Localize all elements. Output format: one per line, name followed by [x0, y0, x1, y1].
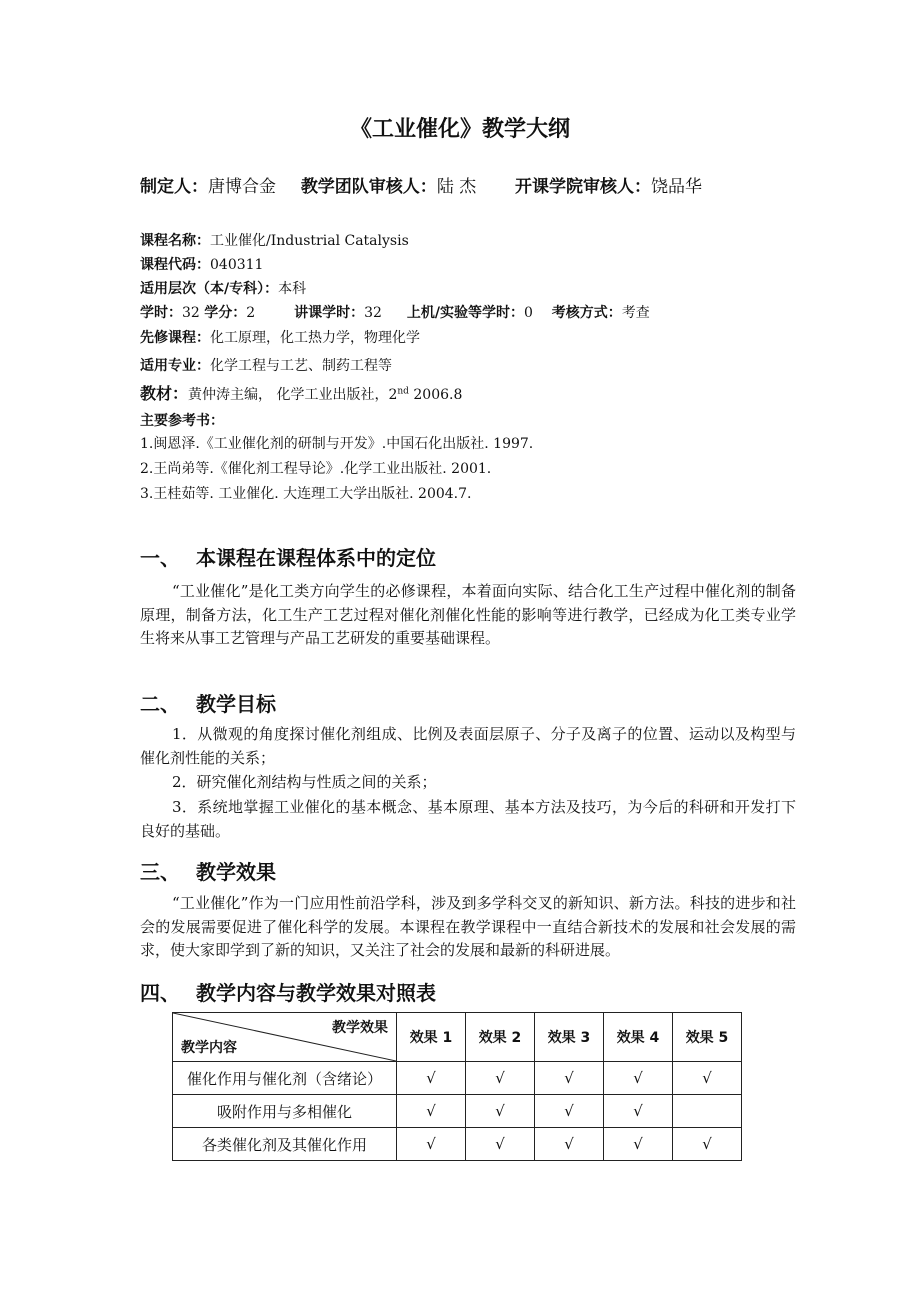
- prereq-line: [140, 327, 420, 347]
- course-code-line: [140, 254, 263, 274]
- effect-header: 效果 3: [535, 1013, 604, 1062]
- lab-hours-label: 上机/实验等学时：: [406, 305, 524, 321]
- section-title: 教学效果: [196, 860, 276, 884]
- content-cell: 催化作用与催化剂（含绪论）: [173, 1062, 397, 1095]
- section-title: 教学内容与教学效果对照表: [196, 981, 436, 1005]
- course-code: 040311: [210, 257, 264, 273]
- section-title: 教学目标: [196, 692, 276, 716]
- content-cell: 吸附作用与多相催化: [173, 1095, 397, 1128]
- major-label: 适用专业：: [140, 358, 210, 374]
- table-header-row: [173, 1013, 742, 1062]
- check-cell: √: [397, 1128, 466, 1161]
- objective-item: 1．从微观的角度探讨催化剂组成、比例及表面层原子、分子及离子的位置、运动以及构型与催化剂性能的关系；: [140, 725, 796, 767]
- ref-item: 1.闽恩泽.《工业催化剂的研制与开发》.中国石化出版社. 1997.: [140, 436, 534, 452]
- credit-value: 2: [246, 305, 256, 321]
- hours-value: 32: [182, 305, 200, 321]
- check-cell: √: [466, 1095, 535, 1128]
- check-cell: [673, 1095, 742, 1128]
- table-row: [173, 1128, 742, 1161]
- content-cell: 各类催化剂及其催化作用: [173, 1128, 397, 1161]
- section-heading-4: [140, 977, 436, 1006]
- objective-item: 2．研究催化剂结构与性质之间的关系；: [172, 773, 437, 791]
- major-line: [140, 355, 392, 375]
- prereq-label: 先修课程：: [140, 330, 210, 346]
- section-heading-2: [140, 688, 276, 717]
- check-cell: √: [673, 1062, 742, 1095]
- section-3-paragraph: “工业催化”作为一门应用性前沿学科，涉及到多学科交叉的新知识、新方法。科技的进步和社会的发展需要促进了催化科学的发展。本课程在教学课程中一直结合新技术的发展和社会发展的需求，使大家即学到了新的知识，又关注了社会的发展和最新的科研进展。: [140, 894, 796, 959]
- effect-header: 效果 2: [466, 1013, 535, 1062]
- check-cell: √: [397, 1095, 466, 1128]
- table-row: [173, 1095, 742, 1128]
- ref-item: 2.王尚弟等.《催化剂工程导论》.化学工业出版社. 2001.: [140, 461, 492, 477]
- check-cell: √: [673, 1128, 742, 1161]
- section-title: 本课程在课程体系中的定位: [196, 546, 436, 570]
- section-number: 一、: [140, 546, 180, 570]
- section-number: 四、: [140, 981, 180, 1005]
- objective-item: 3．系统地掌握工业催化的基本概念、基本原理、基本方法及技巧，为今后的科研和开发打下良好的基础。: [140, 798, 796, 840]
- check-cell: √: [466, 1128, 535, 1161]
- refs-label-line: [140, 410, 224, 430]
- section-heading-3: [140, 856, 276, 885]
- check-cell: √: [604, 1062, 673, 1095]
- course-code-label: 课程代码：: [140, 257, 210, 273]
- section-heading-1: [140, 542, 436, 571]
- content-effect-table: [172, 1012, 742, 1161]
- college-reviewer-label: 开课学院审核人：: [515, 177, 652, 197]
- textbook-line: [140, 381, 462, 404]
- team-reviewer-label: 教学团队审核人：: [300, 177, 437, 197]
- table-corner-cell: [173, 1013, 397, 1062]
- prereq-value: 化工原理，化工热力学，物理化学: [210, 330, 420, 346]
- hours-label: 学时：: [140, 305, 182, 321]
- check-cell: √: [604, 1128, 673, 1161]
- textbook-edition-sup: nd: [397, 386, 409, 397]
- exam-label: 考核方式：: [551, 305, 622, 321]
- major-value: 化学工程与工艺、制药工程等: [210, 358, 392, 374]
- section-number: 三、: [140, 860, 180, 884]
- check-cell: √: [604, 1095, 673, 1128]
- course-level: 本科: [278, 281, 307, 297]
- corner-top-label: 教学效果: [332, 1020, 388, 1036]
- author-label: 制定人：: [140, 177, 208, 197]
- ref-item: 3.王桂茹等. 工业催化. 大连理工大学出版社. 2004.7.: [140, 486, 472, 502]
- section-number: 二、: [140, 692, 180, 716]
- check-cell: √: [535, 1062, 604, 1095]
- lecture-hours-value: 32: [364, 305, 382, 321]
- author-name: 唐博合金: [208, 177, 276, 197]
- refs-label: 主要参考书：: [140, 413, 224, 429]
- lab-hours-value: 0: [523, 305, 533, 321]
- check-cell: √: [397, 1062, 466, 1095]
- course-level-label: 适用层次（本/专科）：: [140, 281, 279, 297]
- exam-value: 考查: [621, 305, 650, 321]
- check-cell: √: [466, 1062, 535, 1095]
- textbook-label: 教材：: [140, 384, 189, 403]
- effect-header: 效果 5: [673, 1013, 742, 1062]
- table-row: [173, 1062, 742, 1095]
- course-hours-line: [140, 302, 650, 322]
- team-reviewer-name: 陆 杰: [436, 177, 477, 197]
- course-name-label: 课程名称：: [140, 233, 210, 249]
- effect-header: 效果 4: [604, 1013, 673, 1062]
- course-level-line: [140, 278, 306, 298]
- course-name-line: [140, 230, 409, 250]
- college-reviewer-name: 饶品华: [651, 177, 703, 197]
- corner-bottom-label: 教学内容: [181, 1040, 237, 1056]
- textbook-pre: 黄仲涛主编， 化学工业出版社，2: [188, 387, 398, 403]
- check-cell: √: [535, 1095, 604, 1128]
- credit-label: 学分：: [204, 305, 247, 321]
- section-1-paragraph: “工业催化”是化工类方向学生的必修课程，本着面向实际、结合化工生产过程中催化剂的制备原理，制备方法，化工生产工艺过程对催化剂催化性能的影响等进行教学，已经成为化工类专业学生将来从事工艺管理与产品工艺研发的重要基础课程。: [140, 582, 796, 647]
- lecture-hours-label: 讲课学时：: [294, 305, 365, 321]
- effect-header: 效果 1: [397, 1013, 466, 1062]
- page-title: 《工业催化》教学大纲: [349, 117, 570, 142]
- textbook-post: 2006.8: [408, 387, 463, 403]
- reviewers-line: [140, 172, 702, 197]
- course-name: 工业催化/Industrial Catalysis: [210, 233, 409, 249]
- check-cell: √: [535, 1128, 604, 1161]
